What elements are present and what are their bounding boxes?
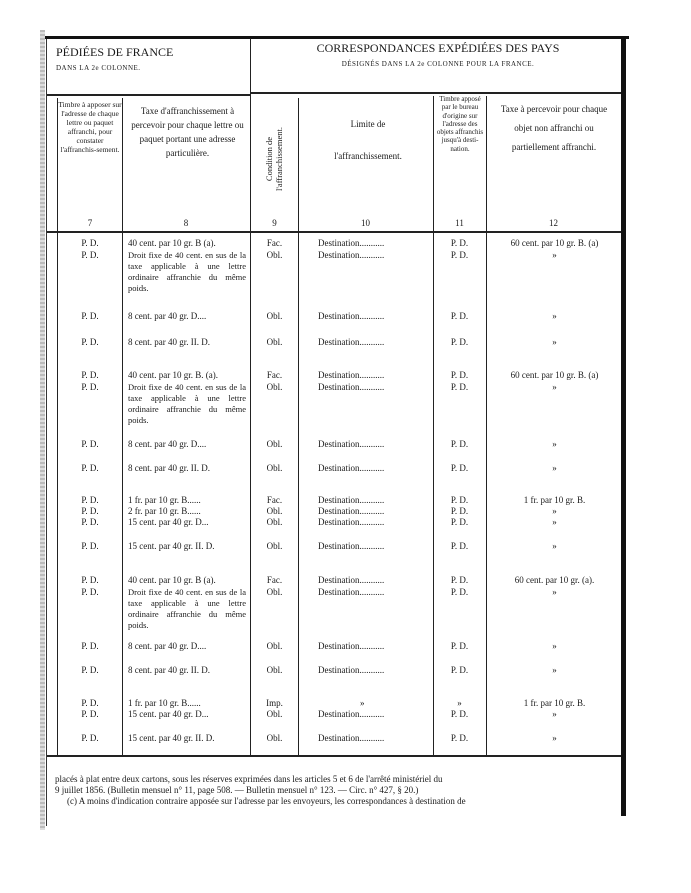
cell-stamp: P. D. [81,575,99,585]
cell-condition: Obl. [266,641,283,651]
cell-limit: Destination........... [318,370,385,380]
col10-number: 10 [361,218,370,228]
cell-origin-stamp: P. D. [450,506,469,516]
cell-condition: Obl. [266,665,283,675]
cell-origin-stamp: P. D. [450,587,469,597]
cell-origin-stamp: P. D. [450,541,469,551]
cell-stamp: P. D. [81,587,99,597]
col8-header: Taxe d'affranchissement à percevoir pour chaque lettre ou paquet portant une adresse particulière. [131,106,244,158]
cell-origin-stamp: P. D. [450,311,469,321]
cell-limit: Destination........... [318,665,385,675]
cell-condition: Obl. [266,733,283,743]
col-line [298,98,299,755]
col8-number: 8 [183,218,189,228]
col-line [57,98,58,755]
cell-rate: 8 cent. par 40 gr. D.... [128,641,207,651]
cell-origin-stamp: P. D. [450,709,469,719]
cell-limit: » [360,698,365,708]
cell-unpaid-rate: » [552,587,557,597]
cell-condition: Obl. [266,709,283,719]
cell-origin-stamp: P. D. [450,575,469,585]
cell-unpaid-rate: » [552,337,557,347]
cell-rate: 15 cent. par 40 gr. II. D. [128,541,215,551]
cell-unpaid-rate: » [552,709,557,719]
cell-condition: Obl. [266,311,283,321]
cell-limit: Destination........... [318,541,385,551]
cell-limit: Destination........... [318,575,385,585]
cell-rate: 40 cent. par 10 gr. B (a). [128,575,216,585]
cell-rate: 8 cent. par 40 gr. II. D. [128,337,210,347]
cell-unpaid-rate: 60 cent. par 10 gr. (a). [514,575,595,585]
cell-condition: Fac. [266,495,283,505]
cell-unpaid-rate: » [552,311,557,321]
cell-limit: Destination........... [318,733,385,743]
cell-limit: Destination........... [318,587,385,597]
cell-rate: 8 cent. par 40 gr. D.... [128,439,207,449]
cell-condition: Obl. [266,587,283,597]
cell-condition: Fac. [266,370,283,380]
col11-number: 11 [455,218,464,228]
cell-rate: 2 fr. par 10 gr. B...... [128,506,201,516]
cell-rate: 1 fr. par 10 gr. B...... [128,495,201,505]
right-section-title: CORRESPONDANCES EXPÉDIÉES DES PAYS [316,41,560,55]
cell-condition: Obl. [266,337,283,347]
scan-edge [40,30,45,830]
cell-limit: Destination........... [318,641,385,651]
cell-unpaid-rate: » [552,665,557,675]
cell-rate: 40 cent. par 10 gr. B. (a). [128,370,218,380]
cell-stamp: P. D. [81,641,99,651]
cell-stamp: P. D. [81,463,99,473]
col-line [122,98,123,755]
cell-stamp: P. D. [81,439,99,449]
cell-unpaid-rate: 60 cent. par 10 gr. B. (a) [510,238,599,248]
cell-condition: Obl. [266,439,283,449]
col9-header: Condition de l'affranchissement. [264,127,284,191]
cell-rate-description: Droit fixe de 40 cent. en sus de la taxe applicable à une lettre ordinaire affranchie du même poids. [128,382,246,425]
cell-rate: 8 cent. par 40 gr. II. D. [128,665,210,675]
cell-condition: Obl. [266,506,283,516]
footnote-line-3: (c) A moins d'indication contraire apposée sur l'adresse par les envoyeurs, les correspondances à destination de [67,796,466,806]
cell-origin-stamp: P. D. [450,517,469,527]
col10-header: Limite de l'affranchissement. [334,119,402,161]
cell-origin-stamp: » [457,698,462,708]
cell-condition: Obl. [266,463,283,473]
cell-stamp: P. D. [81,733,99,743]
cell-condition: Obl. [266,541,283,551]
cell-origin-stamp: P. D. [450,370,469,380]
cell-stamp: P. D. [81,665,99,675]
cell-unpaid-rate: 1 fr. par 10 gr. B. [523,698,586,708]
cell-unpaid-rate: » [552,439,557,449]
cell-origin-stamp: P. D. [450,733,469,743]
footnote-line-1: placés à plat entre deux cartons, sous les réserves exprimées dans les articles 5 et 6 de l'arrêté ministériel du [55,774,443,784]
col7-number: 7 [87,218,93,228]
cell-unpaid-rate: 1 fr. par 10 gr. B. [523,495,586,505]
cell-condition: Fac. [266,575,283,585]
cell-stamp: P. D. [81,370,99,380]
cell-stamp: P. D. [81,337,99,347]
header-rule-left [47,94,250,96]
cell-origin-stamp: P. D. [450,238,469,248]
cell-stamp: P. D. [81,541,99,551]
cell-stamp: P. D. [81,311,99,321]
cell-condition: Imp. [266,698,283,708]
col-line [486,96,487,755]
cell-limit: Destination........... [318,517,385,527]
cell-stamp: P. D. [81,517,99,527]
cell-rate: 15 cent. par 40 gr. D... [128,709,209,719]
col9-number: 9 [272,218,277,228]
right-border [621,36,626,816]
cell-limit: Destination........... [318,238,385,248]
cell-limit: Destination........... [318,439,385,449]
cell-rate: 40 cent. par 10 gr. B (a). [128,238,216,248]
table-bottom-rule [47,755,621,757]
cell-limit: Destination........... [318,250,385,260]
cell-unpaid-rate: » [552,463,557,473]
cell-origin-stamp: P. D. [450,641,469,651]
cell-limit: Destination........... [318,337,385,347]
cell-stamp: P. D. [81,698,99,708]
cell-limit: Destination........... [318,495,385,505]
cell-unpaid-rate: » [552,541,557,551]
cell-origin-stamp: P. D. [450,463,469,473]
left-border [46,36,47,826]
col-line [433,96,434,755]
cell-stamp: P. D. [81,495,99,505]
cell-stamp: P. D. [81,382,99,392]
cell-origin-stamp: P. D. [450,250,469,260]
cell-rate: 8 cent. par 40 gr. II. D. [128,463,210,473]
cell-limit: Destination........... [318,463,385,473]
header-rule-right [251,92,621,94]
cell-unpaid-rate: 60 cent. par 10 gr. B. (a) [510,370,599,380]
cell-stamp: P. D. [81,238,99,248]
cell-unpaid-rate: » [552,641,557,651]
cell-origin-stamp: P. D. [450,439,469,449]
cell-origin-stamp: P. D. [450,382,469,392]
left-section-title: PÉDIÉES DE FRANCE [56,45,174,59]
cell-limit: Destination........... [318,382,385,392]
right-section-subtitle: DÉSIGNÉS DANS LA 2e COLONNE POUR LA FRANCE. [341,60,535,68]
cell-unpaid-rate: » [552,733,557,743]
cell-rate-description: Droit fixe de 40 cent. en sus de la taxe applicable à une lettre ordinaire affranchie du même poids. [128,250,246,293]
cell-stamp: P. D. [81,250,99,260]
cell-limit: Destination........... [318,311,385,321]
cell-limit: Destination........... [318,506,385,516]
cell-limit: Destination........... [318,709,385,719]
col12-number: 12 [549,218,558,228]
cell-rate: 1 fr. par 10 gr. B...... [128,698,201,708]
cell-rate: 15 cent. par 40 gr. D... [128,517,209,527]
cell-condition: Obl. [266,517,283,527]
cell-unpaid-rate: » [552,382,557,392]
cell-unpaid-rate: » [552,250,557,260]
cell-origin-stamp: P. D. [450,665,469,675]
cell-unpaid-rate: » [552,517,557,527]
cell-rate: 15 cent. par 40 gr. II. D. [128,733,215,743]
col12-header: Taxe à percevoir pour chaque objet non affranchi ou partiellement affranchi. [500,104,608,152]
col7-header: Timbre à apposer sur l'adresse de chaque lettre ou paquet affranchi, pour constater l'affranchis-sement. [58,100,122,154]
cell-stamp: P. D. [81,709,99,719]
cell-rate-description: Droit fixe de 40 cent. en sus de la taxe applicable à une lettre ordinaire affranchie du même poids. [128,587,246,630]
col11-header: Timbre apposé par le bureau d'origine sur l'adresse des objets affranchis jusqu'à desti-nation. [436,95,484,153]
top-rule [45,36,629,39]
cell-origin-stamp: P. D. [450,337,469,347]
cell-unpaid-rate: » [552,506,557,516]
footnote-line-2: 9 juillet 1856. (Bulletin mensuel n° 11, page 508. — Bulletin mensuel n° 123. — Circ. n° 427, § 20.) [55,785,419,795]
cell-origin-stamp: P. D. [450,495,469,505]
left-section-subtitle: DANS LA 2e COLONNE. [56,64,141,72]
cell-rate: 8 cent. par 40 gr. D.... [128,311,207,321]
column-number-rule [47,231,621,233]
cell-stamp: P. D. [81,506,99,516]
cell-condition: Obl. [266,382,283,392]
cell-condition: Fac. [266,238,283,248]
cell-condition: Obl. [266,250,283,260]
